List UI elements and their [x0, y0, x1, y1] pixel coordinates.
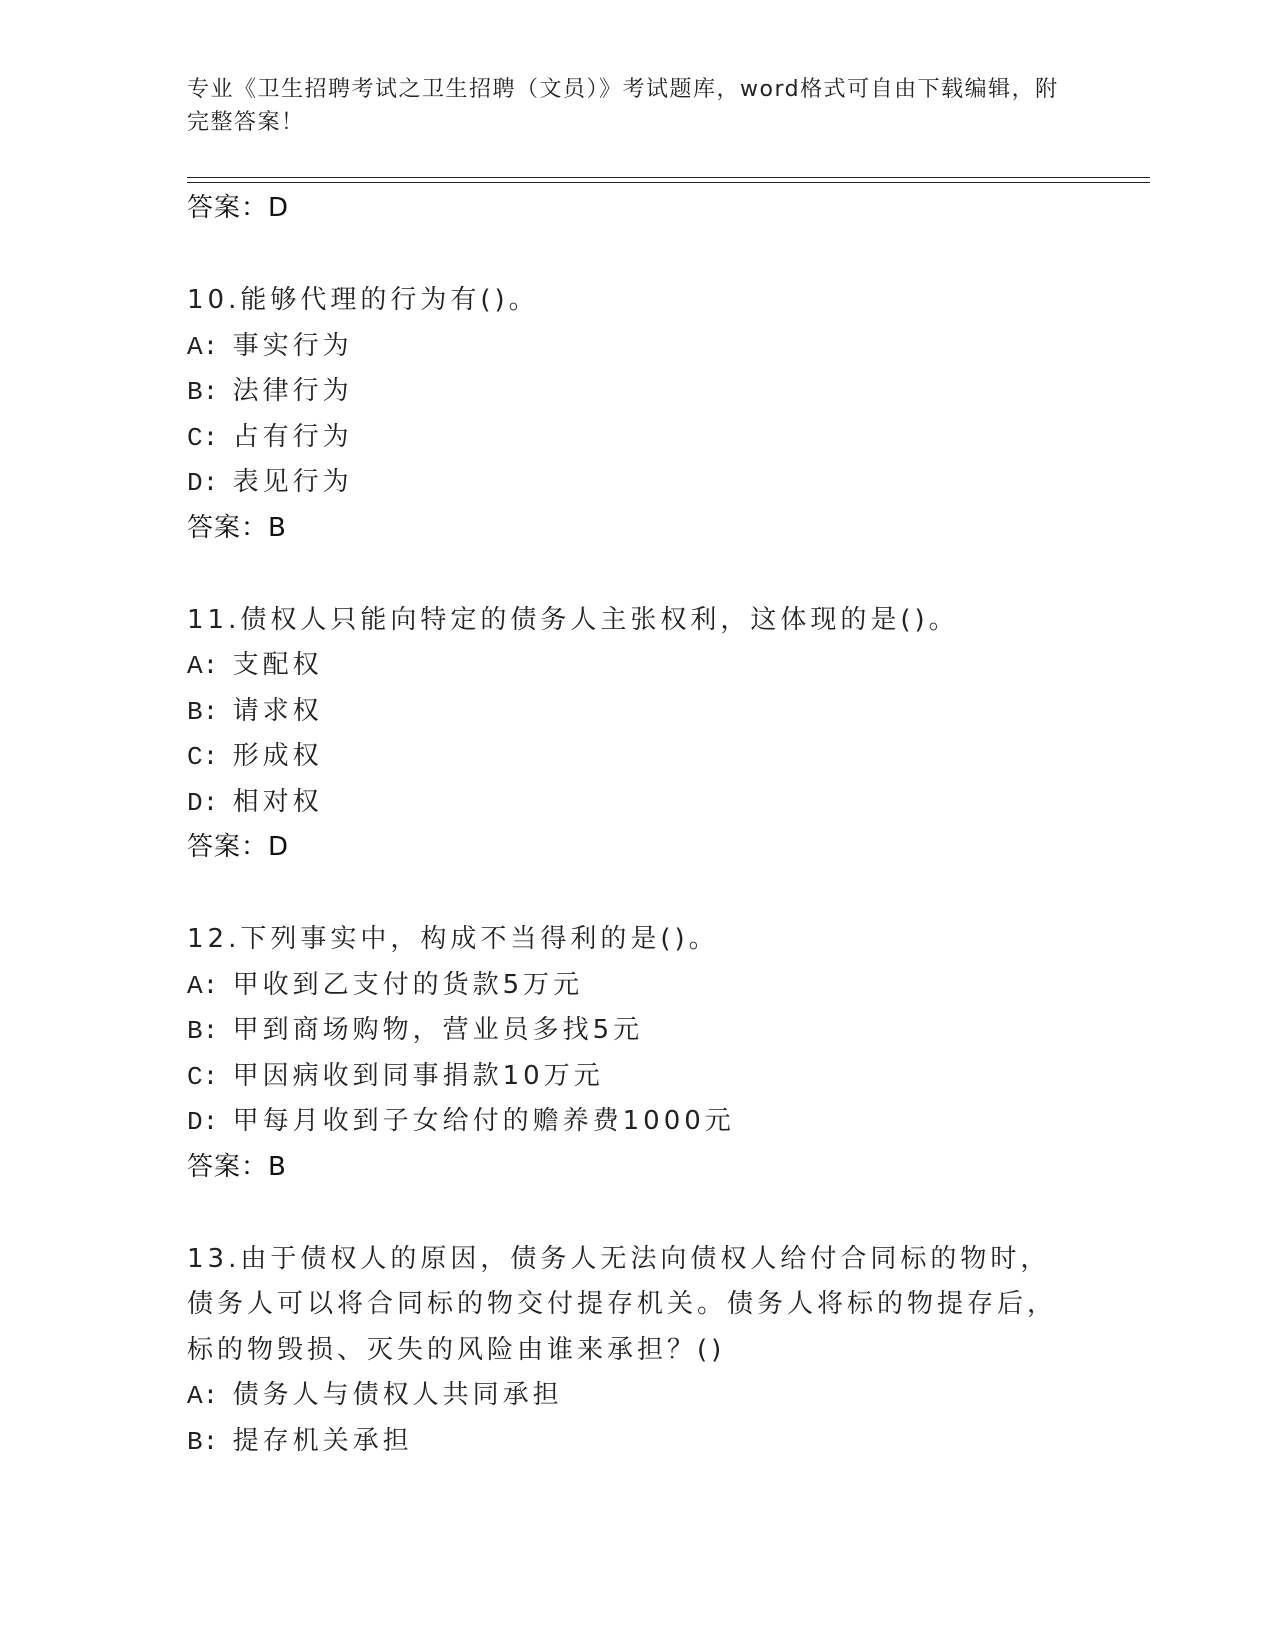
option-key: A: [187, 651, 203, 681]
answer-line: 答案：D: [187, 832, 290, 862]
option-text: 形成权: [232, 741, 323, 771]
option-key: B: [187, 1016, 203, 1046]
option-text: 法律行为: [232, 376, 353, 406]
option-text: 支配权: [232, 650, 323, 680]
option-key: C: [187, 422, 203, 453]
option-d: [187, 460, 1087, 506]
header-divider-bottom: [187, 182, 1150, 183]
option-a: [187, 643, 1087, 689]
question-stem: 11.债权人只能向特定的债务人主张权利，这体现的是()。: [187, 604, 959, 635]
question-block: [187, 1237, 1087, 1465]
option-key: A: [187, 1381, 203, 1411]
option-a: [187, 1373, 1087, 1419]
questions-container: [187, 278, 1087, 1464]
option-text: 甲到商场购物，营业员多找5元: [232, 1015, 644, 1045]
option-separator: :: [202, 377, 219, 407]
answer-line: 答案：B: [187, 1151, 287, 1182]
option-separator: :: [202, 651, 219, 681]
document-header: 专业《卫生招聘考试之卫生招聘（文员）》考试题库，word格式可自由下载编辑，附完整答案！: [187, 77, 1059, 135]
option-separator: :: [202, 331, 219, 362]
option-b: [187, 1419, 1087, 1465]
answer-line: 答案：B: [187, 512, 287, 543]
option-b: [187, 369, 1087, 415]
option-separator: :: [202, 468, 219, 498]
option-text: 甲收到乙支付的货款5万元: [232, 969, 584, 1000]
answer-line: 答案：D: [187, 193, 290, 223]
option-separator: :: [202, 696, 219, 727]
option-key: A: [187, 331, 203, 362]
option-text: 请求权: [232, 695, 323, 726]
option-text: 债务人与债权人共同承担: [232, 1380, 563, 1410]
option-c: [187, 1054, 1087, 1100]
question-block: [187, 917, 1087, 1237]
option-key: C: [187, 742, 203, 772]
option-key: C: [187, 1061, 203, 1092]
spacer: [187, 231, 1087, 278]
spacer: [187, 551, 1087, 598]
option-a: [187, 324, 1087, 370]
option-separator: :: [202, 1381, 219, 1411]
option-separator: :: [202, 1107, 219, 1137]
option-separator: :: [202, 787, 219, 818]
question-stem: 13.由于债权人的原因，债务人无法向债权人给付合同标的物时，债务人可以将合同标的物交付提存机关。债务人将标的物提存后，标的物毁损、灭失的风险由谁来承担？(): [187, 1243, 1058, 1365]
option-separator: :: [202, 1426, 219, 1457]
option-key: D: [187, 468, 203, 498]
option-key: B: [187, 696, 203, 727]
option-separator: :: [202, 1061, 219, 1092]
option-key: B: [187, 377, 203, 407]
option-key: D: [187, 1107, 203, 1137]
question-block: [187, 598, 1087, 918]
spacer: [187, 870, 1087, 917]
option-d: [187, 780, 1087, 826]
option-separator: :: [202, 422, 219, 453]
option-text: 甲每月收到子女给付的赡养费1000元: [232, 1106, 735, 1136]
option-b: [187, 689, 1087, 735]
option-key: B: [187, 1426, 203, 1457]
option-text: 事实行为: [232, 330, 353, 361]
option-text: 占有行为: [232, 421, 353, 452]
option-text: 表见行为: [232, 467, 353, 497]
spacer: [187, 1190, 1087, 1237]
option-separator: :: [202, 742, 219, 772]
question-stem: 12.下列事实中，构成不当得利的是()。: [187, 924, 719, 954]
option-text: 提存机关承担: [232, 1425, 413, 1456]
option-text: 相对权: [232, 786, 323, 817]
option-text: 甲因病收到同事捐款10万元: [232, 1060, 604, 1091]
option-key: D: [187, 787, 203, 818]
option-c: [187, 415, 1087, 461]
header-divider-top: [187, 177, 1150, 178]
option-separator: :: [202, 970, 219, 1001]
option-c: [187, 734, 1087, 780]
option-b: [187, 1008, 1087, 1054]
option-key: A: [187, 970, 203, 1001]
option-separator: :: [202, 1016, 219, 1046]
option-d: [187, 1099, 1087, 1145]
question-stem: 10.能够代理的行为有()。: [187, 285, 539, 315]
question-list: [187, 186, 1087, 1464]
option-a: [187, 963, 1087, 1009]
question-block: [187, 278, 1087, 598]
